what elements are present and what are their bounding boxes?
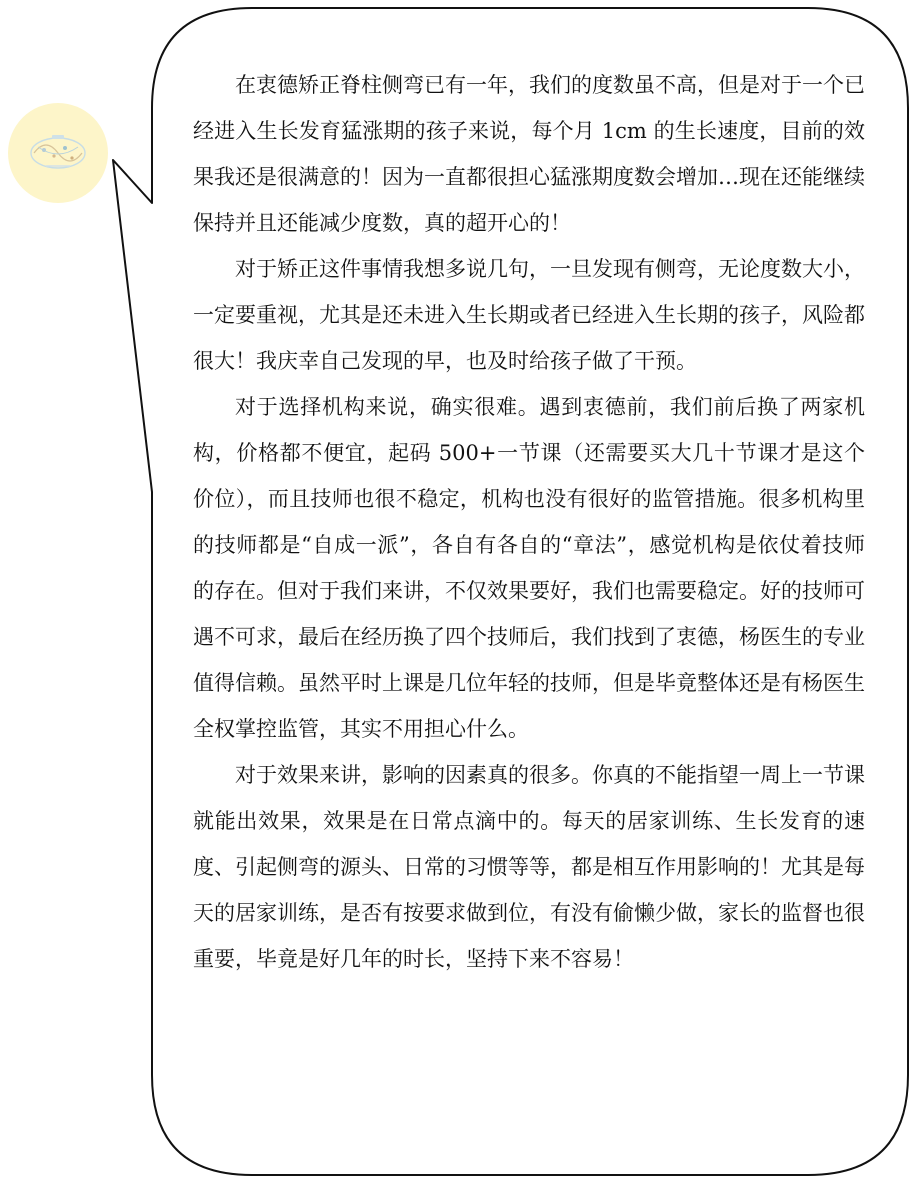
paragraph: 在衷德矫正脊柱侧弯已有一年，我们的度数虽不高，但是对于一个已经进入生长发育猛涨期的孩子来说，每个月 1cm 的生长速度，目前的效果我还是很满意的！因为一直都很担心猛涨期度数会增加…现在还能继续保持并且还能减少度数，真的超开心的！ [193,73,865,235]
paragraph: 对于选择机构来说，确实很难。遇到衷德前，我们前后换了两家机构，价格都不便宜，起码 500+一节课（还需要买大几十节课才是这个价位），而且技师也很不稳定，机构也没有很好的监管措施。很多机构里的技师都是“自成一派”，各自有各自的“章法”，感觉机构是依仗着技师的存在。但对于我们来讲，不仅效果要好，我们也需要稳定。好的技师可遇不可求，最后在经历换了四个技师后，我们找到了衷德，杨医生的专业值得信赖。虽然平时上课是几位年轻的技师，但是毕竟整体还是有杨医生全权掌控监管，其实不用担心什么。 [193,395,865,741]
avatar [8,103,108,203]
decorative-medallion-icon [8,103,108,203]
paragraph: 对于矫正这件事情我想多说几句，一旦发现有侧弯，无论度数大小，一定要重视，尤其是还未进入生长期或者已经进入生长期的孩子，风险都很大！我庆幸自己发现的早，也及时给孩子做了干预。 [193,257,865,373]
paragraph: 对于效果来讲，影响的因素真的很多。你真的不能指望一周上一节课就能出效果，效果是在日常点滴中的。每天的居家训练、生长发育的速度、引起侧弯的源头、日常的习惯等等，都是相互作用影响的！尤其是每天的居家训练，是否有按要求做到位，有没有偷懒少做，家长的监督也很重要，毕竟是好几年的时长，坚持下来不容易！ [193,763,865,971]
testimonial-text [193,62,865,982]
